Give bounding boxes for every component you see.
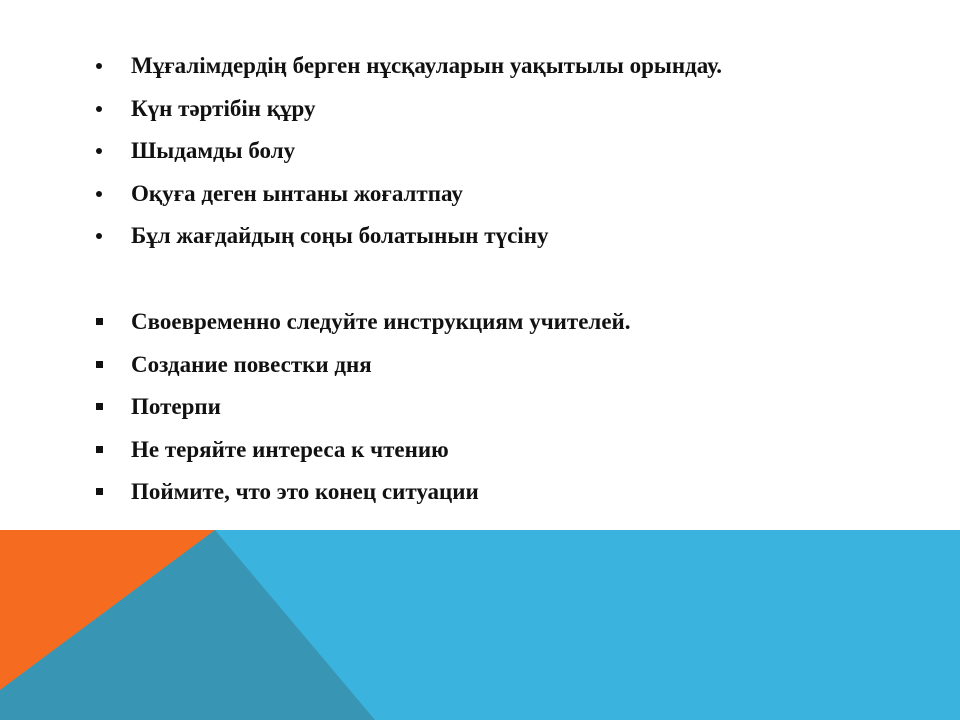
list-item-text: Не теряйте интереса к чтению	[131, 436, 449, 462]
list-item	[96, 393, 916, 436]
list-item	[96, 436, 916, 479]
list-item	[96, 180, 916, 223]
list-item-text: Мұғалімдердің берген нұсқауларын уақытылы орындау.	[131, 53, 723, 78]
list-item-text: Шыдамды болу	[131, 138, 296, 163]
russian-bullet-list	[96, 308, 916, 521]
list-item-text: Поймите, что это конец ситуации	[131, 479, 479, 504]
round-bullet-icon	[96, 148, 102, 154]
square-bullet-icon	[96, 488, 103, 495]
kazakh-bullet-list	[96, 52, 916, 265]
square-bullet-icon	[96, 403, 103, 410]
square-bullet-icon	[96, 318, 103, 325]
round-bullet-icon	[96, 106, 102, 112]
square-bullet-icon	[96, 361, 103, 368]
list-item	[96, 222, 916, 265]
list-item-text: Создание повестки дня	[131, 351, 372, 377]
list-item-text: Бұл жағдайдың соңы болатынын түсіну	[131, 223, 549, 248]
list-item	[96, 351, 916, 394]
list-item	[96, 308, 916, 351]
list-item-text: Күн тәртібін құру	[131, 95, 316, 121]
list-item-text: Оқуға деген ынтаны жоғалтпау	[131, 180, 463, 206]
round-bullet-icon	[96, 191, 102, 197]
footer-decoration	[0, 530, 960, 720]
round-bullet-icon	[96, 233, 102, 239]
list-item-text: Своевременно следуйте инструкциям учителей.	[131, 309, 631, 334]
round-bullet-icon	[96, 63, 102, 69]
list-item	[96, 137, 916, 180]
list-item	[96, 95, 916, 138]
list-item	[96, 52, 916, 95]
list-item	[96, 478, 916, 521]
square-bullet-icon	[96, 446, 103, 453]
list-item-text: Потерпи	[131, 394, 221, 419]
